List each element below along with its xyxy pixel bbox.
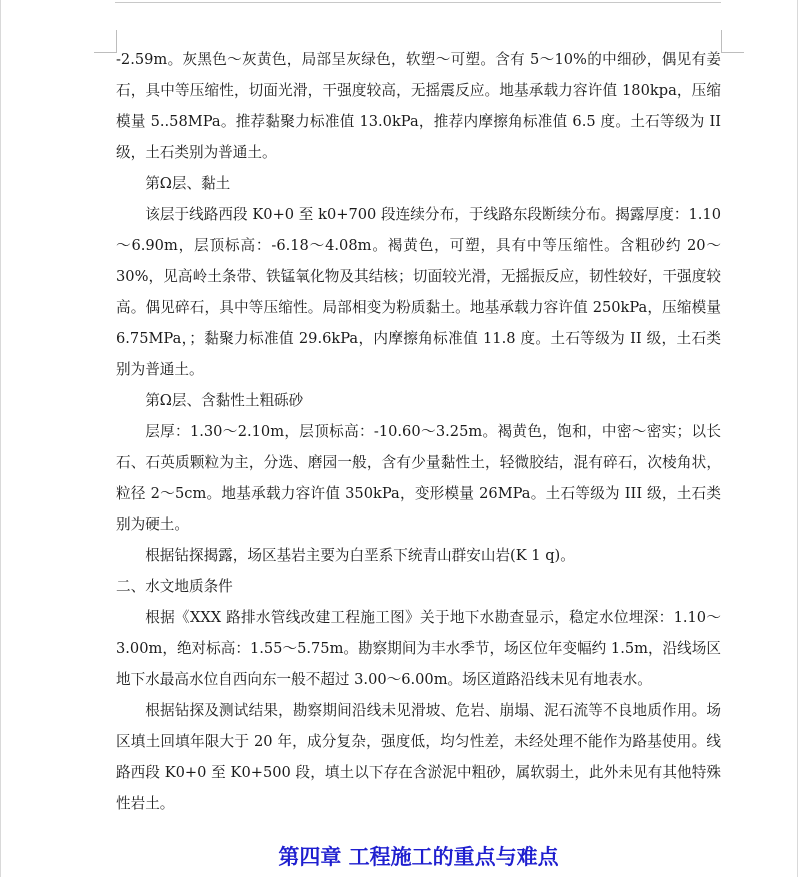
document-body[interactable]: [116, 44, 721, 819]
paragraph-clay-layer: 该层于线路西段 K0+0 至 k0+700 段连续分布，于线路东段断续分布。揭露厚度：1.10～6.90m，层顶标高：-6.18～4.08m。褐黄色，可塑，具有中等压缩性。含粗砂约 20～30%，见高岭土条带、铁锰氧化物及其结核；切面较光滑，无摇振反应，韧性较好，干强度较高。偶见碎石，具中等压缩性。局部相变为粉质黏土。地基承载力容许值 250kPa，压缩模量 6.75MPa，；黏聚力标准值 29.6kPa，内摩擦角标准值 11.8 度。土石等级为 II 级，土石类别为普通土。: [116, 206, 721, 378]
paragraph-layer-continuation: -2.59m。灰黑色～灰黄色，局部呈灰绿色，软塑～可塑。含有 5～10%的中细砂，偶见有姜石，具中等压缩性，切面光滑，干强度较高，无摇震反应。地基承载力容许值 180kpa，压缩模量 5..58MPa。推荐黏聚力标准值 13.0kPa，推荐内摩擦角标准值 6.5 度。土石等级为 II 级，土石类别为普通土。: [116, 51, 721, 161]
chapter-title: 第四章 工程施工的重点与难点: [278, 845, 559, 869]
crop-mark-top-right: [721, 30, 744, 53]
heading-hydrogeology: 二、水文地质条件: [116, 578, 233, 595]
paragraph-adverse-geology: 根据钻探及测试结果，勘察期间沿线未见滑坡、危岩、崩塌、泥石流等不良地质作用。场区填土回填年限大于 20 年，成分复杂，强度低，均匀性差，未经处理不能作为路基使用。线路西段 K0+0 至 K0+500 段，填土以下存在含淤泥中粗砂，属软弱土，此外未见有其他特殊性岩土。: [116, 702, 721, 812]
paragraph-bedrock: 根据钻探揭露，场区基岩主要为白垩系下统青山群安山岩(K 1 q)。: [145, 547, 575, 564]
paragraph-groundwater: 根据《XXX 路排水管线改建工程施工图》关于地下水勘查显示，稳定水位埋深：1.10～3.00m，绝对标高：1.55～5.75m。勘察期间为丰水季节，场区位年变幅约 1.5m，沿线场区地下水最高水位自西向东一般不超过 3.00～6.00m。场区道路沿线未见有地表水。: [116, 609, 721, 688]
crop-mark-top-left: [94, 30, 117, 53]
heading-gravel-sand-layer: 第Ω层、含黏性土粗砾砂: [145, 392, 304, 409]
page-top-border: [115, 2, 721, 3]
heading-clay-layer: 第Ω层、黏土: [145, 175, 231, 192]
paragraph-gravel-sand-layer: 层厚：1.30～2.10m，层顶标高：-10.60～3.25m。褐黄色，饱和，中密～密实；以长石、石英质颗粒为主，分选、磨园一般，含有少量黏性土，轻微胶结，混有碎石，次棱角状，粒径 2～5cm。地基承载力容许值 350kPa，变形模量 26MPa。土石等级为 III 级，土石类别为硬土。: [116, 423, 721, 533]
